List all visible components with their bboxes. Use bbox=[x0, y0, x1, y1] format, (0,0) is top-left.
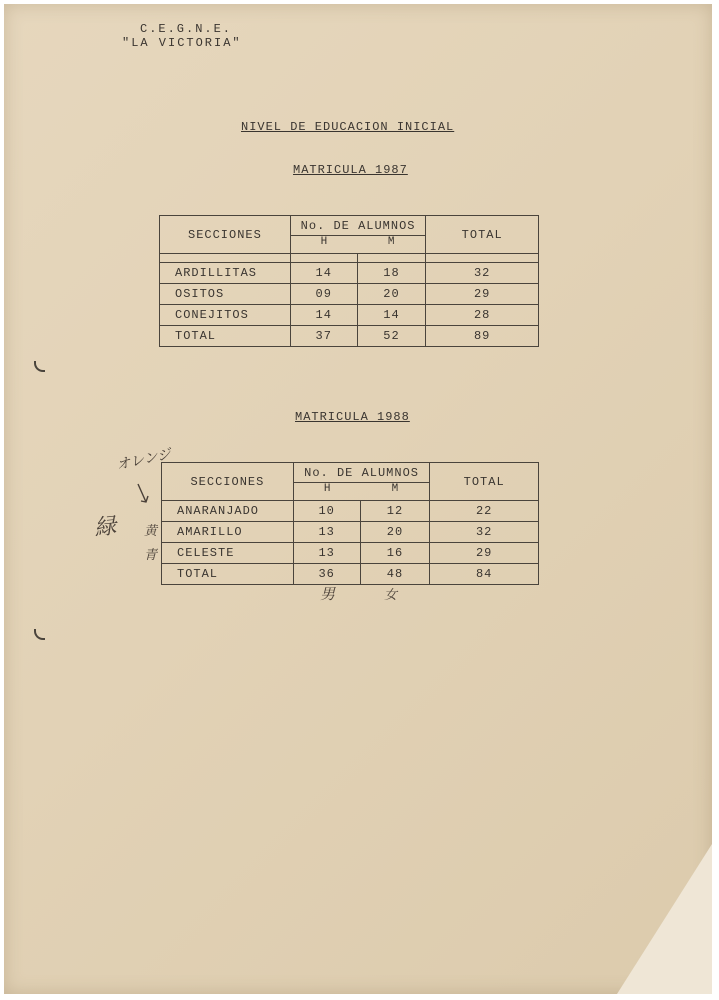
header-secciones: SECCIONES bbox=[160, 216, 291, 254]
header-h: H bbox=[323, 483, 332, 495]
cell-h: 36 bbox=[293, 564, 360, 585]
cell-seccion: ARDILLITAS bbox=[160, 263, 291, 284]
cell-seccion: TOTAL bbox=[162, 564, 294, 585]
handwritten-note-yellow: 黄 bbox=[144, 524, 158, 539]
cell-seccion: ANARANJADO bbox=[162, 501, 294, 522]
cell-m: 14 bbox=[357, 305, 426, 326]
cell-h: 13 bbox=[293, 522, 360, 543]
table-1987 bbox=[159, 215, 539, 347]
cell-h: 13 bbox=[293, 543, 360, 564]
cell-m: 52 bbox=[357, 326, 426, 347]
cell-total: 28 bbox=[426, 305, 539, 326]
cell-m: 18 bbox=[357, 263, 426, 284]
table-row bbox=[160, 305, 539, 326]
table-1988-title: MATRICULA 1988 bbox=[295, 410, 410, 424]
cell-seccion: CONEJITOS bbox=[160, 305, 291, 326]
handwritten-note-left: 緑 bbox=[92, 513, 118, 542]
cell-h: 14 bbox=[290, 305, 357, 326]
cell-total: 32 bbox=[430, 522, 539, 543]
handwritten-note-orange: オレンジ bbox=[115, 446, 173, 474]
cell-m: 20 bbox=[360, 522, 430, 543]
school-name-line1: C.E.G.N.E. bbox=[140, 22, 233, 36]
cell-m: 20 bbox=[357, 284, 426, 305]
handwritten-note-boys: 男 bbox=[320, 585, 336, 603]
cell-m: 12 bbox=[360, 501, 430, 522]
table-row bbox=[162, 522, 539, 543]
table-row bbox=[162, 543, 539, 564]
cell-seccion: CELESTE bbox=[162, 543, 294, 564]
table-1987-title: MATRICULA 1987 bbox=[293, 163, 408, 177]
cell-seccion: OSITOS bbox=[160, 284, 291, 305]
cell-total: 84 bbox=[430, 564, 539, 585]
cell-total: 29 bbox=[426, 284, 539, 305]
cell-h: 37 bbox=[290, 326, 357, 347]
header-m: M bbox=[387, 236, 396, 248]
cell-m: 48 bbox=[360, 564, 430, 585]
header-h: H bbox=[320, 236, 329, 248]
table-row bbox=[160, 263, 539, 284]
header-alumnos bbox=[293, 463, 430, 501]
arrow-icon bbox=[134, 482, 154, 508]
header-alumnos bbox=[290, 216, 426, 254]
school-name-line2: "LA VICTORIA" bbox=[122, 36, 242, 50]
folded-corner bbox=[617, 844, 712, 994]
table-header-row bbox=[160, 216, 539, 254]
cell-total: 89 bbox=[426, 326, 539, 347]
cell-m: 16 bbox=[360, 543, 430, 564]
header-total: TOTAL bbox=[430, 463, 539, 501]
header-m: M bbox=[391, 483, 400, 495]
header-secciones: SECCIONES bbox=[162, 463, 294, 501]
cell-h: 10 bbox=[293, 501, 360, 522]
header-alumnos-label: No. DE ALUMNOS bbox=[300, 219, 416, 233]
table-row bbox=[160, 284, 539, 305]
document-title: NIVEL DE EDUCACION INICIAL bbox=[241, 120, 455, 134]
cell-total: 29 bbox=[430, 543, 539, 564]
cell-h: 14 bbox=[290, 263, 357, 284]
header-total: TOTAL bbox=[426, 216, 539, 254]
table-row bbox=[162, 501, 539, 522]
header-alumnos-label: No. DE ALUMNOS bbox=[304, 466, 419, 480]
cell-seccion: TOTAL bbox=[160, 326, 291, 347]
cell-total: 22 bbox=[430, 501, 539, 522]
handwritten-note-girls: 女 bbox=[384, 588, 398, 603]
cell-total: 32 bbox=[426, 263, 539, 284]
table-1988 bbox=[161, 462, 539, 585]
cell-h: 09 bbox=[290, 284, 357, 305]
table-total-row bbox=[162, 564, 539, 585]
table-total-row bbox=[160, 326, 539, 347]
cell-seccion: AMARILLO bbox=[162, 522, 294, 543]
table-header-row bbox=[162, 463, 539, 501]
handwritten-note-blue: 青 bbox=[144, 548, 158, 563]
